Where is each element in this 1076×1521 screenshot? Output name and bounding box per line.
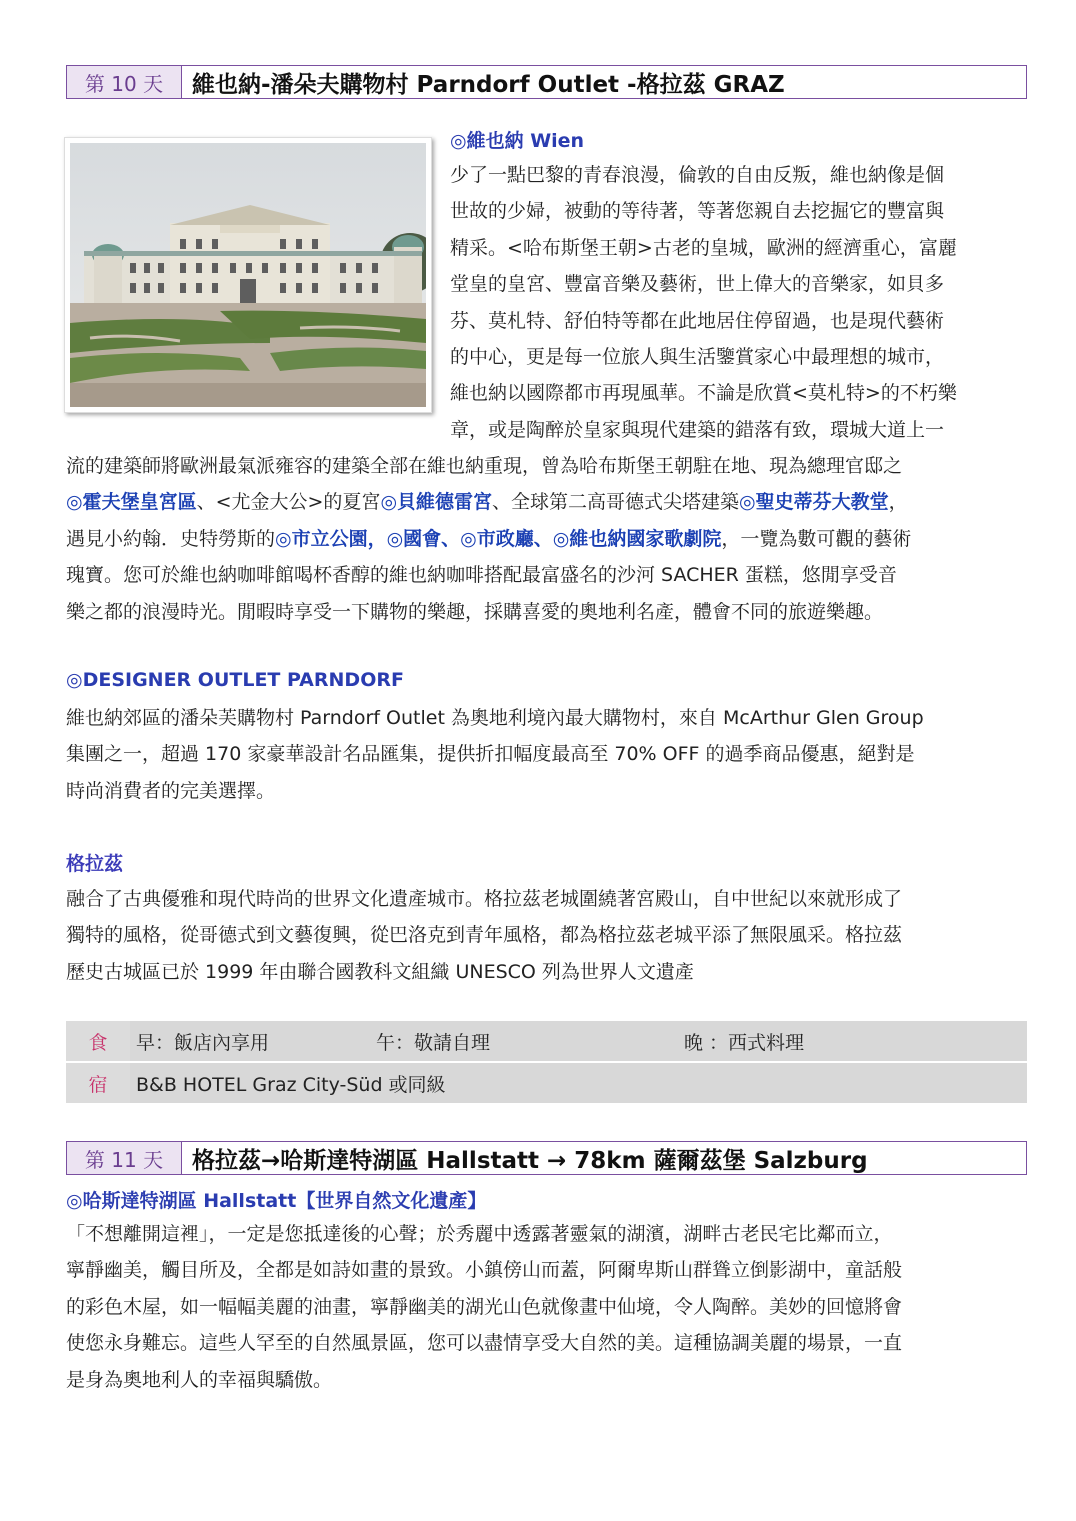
breakfast-cell: 早：飯店內享用 xyxy=(130,1021,370,1061)
graz-paragraph xyxy=(66,881,902,990)
text-line: 瑰寶。您可於維也納咖啡館喝杯香醇的維也納咖啡搭配最富盛名的沙河 SACHER 蛋糕，悠閒享受音 xyxy=(66,564,897,587)
belvedere-palace-photo xyxy=(64,137,432,413)
text-line: 精采。<哈布斯堡王朝>古老的皇城，歐洲的經濟重心，富麗 xyxy=(450,236,957,259)
hotel-label: 宿 xyxy=(66,1063,130,1103)
text-line: 的中心，更是每一位旅人與生活鑒賞家心中最理想的城市， xyxy=(450,346,945,369)
link-stephansdom[interactable]: ◎聖史蒂芬大教堂 xyxy=(739,491,889,514)
palace-illustration xyxy=(70,143,426,407)
wien-paragraph-full xyxy=(66,448,911,630)
text-line: 維也納郊區的潘朵芙購物村 Parndorf Outlet 為奧地利境內最大購物村，來自 McArthur Glen Group xyxy=(66,707,924,729)
text-line: 寧靜幽美，觸目所及，全都是如詩如畫的景致。小鎮傍山而蓋，阿爾卑斯山群聳立倒影湖中，童話般 xyxy=(66,1259,903,1282)
text-line: 的彩色木屋，如一幅幅美麗的油畫，寧靜幽美的湖光山色就像畫中仙境，令人陶醉。美妙的回憶將會 xyxy=(66,1295,903,1318)
link-belvedere[interactable]: ◎貝維德雷宮 xyxy=(380,491,493,514)
link-hofburg[interactable]: ◎霍夫堡皇宮區 xyxy=(66,491,197,514)
day-10-title: 維也納-潘朵夫購物村 Parndorf Outlet -格拉茲 GRAZ xyxy=(192,71,785,98)
text-line: 堂皇的皇宮、豐富音樂及藝術，世上偉大的音樂家，如貝多 xyxy=(450,273,945,296)
text-line xyxy=(66,484,911,520)
day-11-header xyxy=(66,1141,1027,1175)
text-line: 世故的少婦，被動的等待著，等著您親自去挖掘它的豐富與 xyxy=(450,200,945,223)
meal-hotel-table xyxy=(66,1019,1027,1105)
graz-section-title: 格拉茲 xyxy=(66,853,124,875)
day-10-number: 第 10 天 xyxy=(67,66,182,98)
day-10-header xyxy=(66,65,1027,99)
text-line: 流的建築師將歐洲最氣派雍容的建築全部在維也納重現，曾為哈布斯堡王朝駐在地、現為總理官邸之 xyxy=(66,455,903,477)
wien-paragraph-wrapped xyxy=(450,157,957,448)
text-fragment: ， xyxy=(888,491,908,514)
meal-label: 食 xyxy=(66,1021,130,1061)
hotel-cell: B&B HOTEL Graz City-Süd 或同級 xyxy=(130,1063,1027,1103)
text-fragment: 、<尤金大公>的夏宮 xyxy=(196,491,381,514)
text-line: 時尚消費者的完美選擇。 xyxy=(66,779,276,802)
link-city-sights[interactable]: ◎市立公園，◎國會、◎市政廳、◎維也納國家歌劇院 xyxy=(275,527,722,550)
text-line: 歷史古城區已於 1999 年由聯合國教科文組織 UNESCO 列為世界人文遺產 xyxy=(66,960,694,983)
text-line: 是身為奧地利人的幸福與驕傲。 xyxy=(66,1368,333,1391)
hallstatt-paragraph xyxy=(66,1216,902,1398)
text-line: 樂之都的浪漫時光。閒暇時享受一下購物的樂趣，採購喜愛的奧地利名產，體會不同的旅遊樂趣。 xyxy=(66,600,884,623)
text-line: 獨特的風格，從哥德式到文藝復興，從巴洛克到青年風格，都為格拉茲老城平添了無限風采。格拉茲 xyxy=(66,924,903,947)
text-line: 芬、莫札特、舒伯特等都在此地居住停留過，也是現代藝術 xyxy=(450,309,945,332)
outlet-section-title: ◎DESIGNER OUTLET PARNDORF xyxy=(66,669,404,691)
text-fragment: ，一覽為數可觀的藝術 xyxy=(721,527,912,550)
text-line: 章，或是陶醉於皇家與現代建築的錯落有致，環城大道上一 xyxy=(450,418,945,441)
text-line xyxy=(66,521,911,557)
outlet-paragraph xyxy=(66,700,924,809)
text-line: 「不想離開這裡」，一定是您抵達後的心聲；於秀麗中透露著靈氣的湖濱，湖畔古老民宅比鄰而立， xyxy=(66,1223,893,1245)
meal-row xyxy=(66,1021,1027,1061)
text-line: 少了一點巴黎的青春浪漫，倫敦的自由反叛，維也納像是個 xyxy=(450,164,945,186)
text-line: 維也納以國際都市再現風華。不論是欣賞<莫札特>的不朽樂 xyxy=(450,382,957,405)
dinner-cell: 晚 ：西式料理 xyxy=(678,1021,1027,1061)
day-11-title: 格拉茲→哈斯達特湖區 Hallstatt → 78km 薩爾茲堡 Salzburg xyxy=(192,1147,868,1174)
text-line: 集團之一，超過 170 家豪華設計名品匯集，提供折扣幅度最高至 70% OFF 的過季商品優惠，絕對是 xyxy=(66,743,915,766)
text-fragment: 遇見小約翰．史特勞斯的 xyxy=(66,527,276,550)
lunch-cell: 午：敬請自理 xyxy=(370,1021,678,1061)
text-line: 使您永身難忘。這些人罕至的自然風景區，您可以盡情享受大自然的美。這種協調美麗的場景，一直 xyxy=(66,1332,903,1355)
day-11-number: 第 11 天 xyxy=(67,1142,182,1174)
hallstatt-section-title: ◎哈斯達特湖區 Hallstatt【世界自然文化遺產】 xyxy=(66,1190,487,1212)
text-fragment: 、全球第二高哥德式尖塔建築 xyxy=(492,491,740,514)
text-line: 融合了古典優雅和現代時尚的世界文化遺產城市。格拉茲老城圍繞著宮殿山，自中世紀以來就形成了 xyxy=(66,888,903,910)
wien-section-title: ◎維也納 Wien xyxy=(450,130,585,152)
hotel-row xyxy=(66,1063,1027,1103)
